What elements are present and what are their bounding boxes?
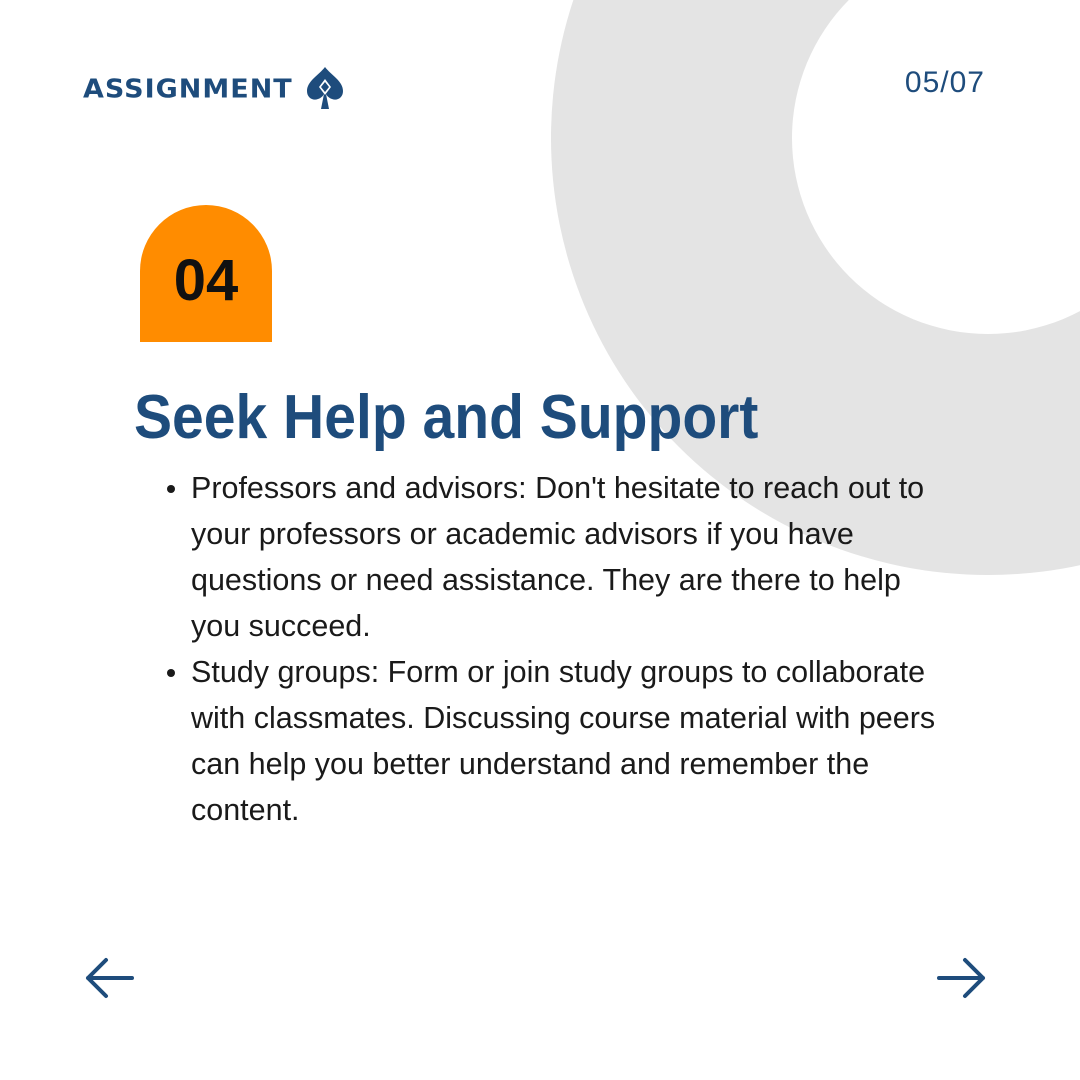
- bullet-item-professors: Professors and advisors: Don't hesitate to reach out to your professors or academic advisors if you have questions or need assistance. They are there to help you succeed.: [164, 465, 944, 649]
- arrow-left-icon[interactable]: [82, 955, 136, 1001]
- step-number: 04: [173, 248, 239, 313]
- page-counter: 05/07: [904, 66, 985, 99]
- arrow-right-icon[interactable]: [935, 955, 989, 1001]
- bullet-list: [164, 465, 944, 833]
- section-title: Seek Help and Support: [134, 383, 759, 452]
- brand-name: ASSIGNMENT: [83, 74, 293, 104]
- spade-icon: [303, 65, 347, 113]
- brand-logo: [83, 64, 347, 114]
- step-number-badge: [140, 205, 272, 342]
- bullet-item-study-groups: Study groups: Form or join study groups to collaborate with classmates. Discussing course material with peers can help you better understand and remember the content.: [164, 649, 944, 833]
